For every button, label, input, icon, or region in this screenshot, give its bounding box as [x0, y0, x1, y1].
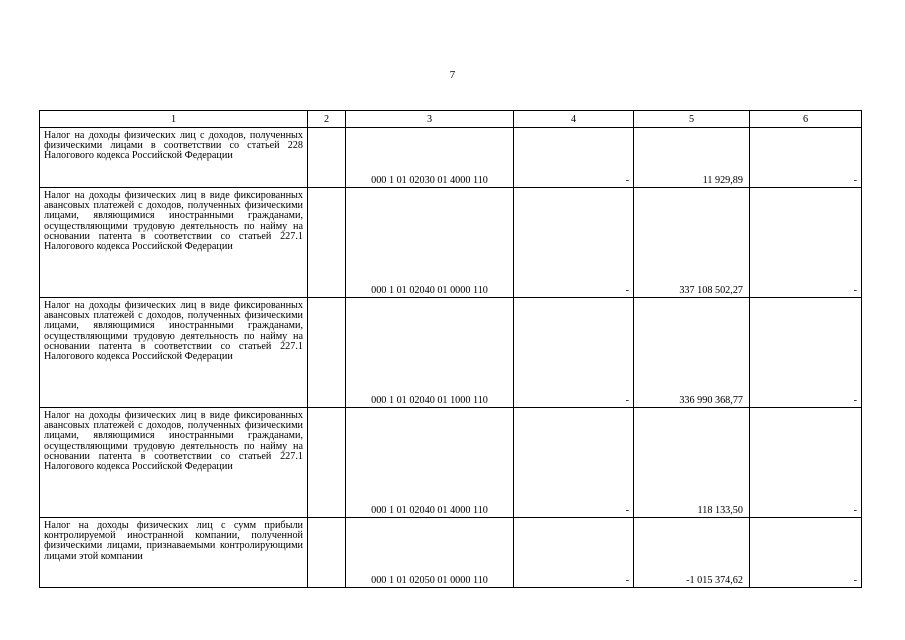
cell-col6: - [750, 188, 862, 298]
row-description: Налог на доходы физических лиц в виде фиксированных авансовых платежей с доходов, полученных физическими лицами, являющимися иностранными гражданами, осуществляющими трудовую деятельность по найму на основании патента в соответствии со статьей 227.1 Налогового кодекса Российской Федерации [40, 188, 308, 298]
cell-col4: - [514, 128, 634, 188]
budget-code: 000 1 01 02040 01 4000 110 [346, 408, 514, 518]
cell-col6: - [750, 128, 862, 188]
table-row [40, 298, 862, 408]
cell-col6: - [750, 518, 862, 588]
table-row [40, 188, 862, 298]
amount: 336 990 368,77 [634, 298, 750, 408]
cell-col6: - [750, 298, 862, 408]
row-description: Налог на доходы физических лиц в виде фиксированных авансовых платежей с доходов, полученных физическими лицами, являющимися иностранными гражданами, осуществляющими трудовую деятельность по найму на основании патента в соответствии со статьей 227.1 Налогового кодекса Российской Федерации [40, 408, 308, 518]
budget-code: 000 1 01 02040 01 1000 110 [346, 298, 514, 408]
table-row [40, 518, 862, 588]
budget-code: 000 1 01 02040 01 0000 110 [346, 188, 514, 298]
cell-col4: - [514, 298, 634, 408]
budget-code: 000 1 01 02050 01 0000 110 [346, 518, 514, 588]
page-number: 7 [449, 69, 456, 81]
cell-col4: - [514, 188, 634, 298]
amount: 11 929,89 [634, 128, 750, 188]
amount: -1 015 374,62 [634, 518, 750, 588]
table-row [40, 128, 862, 188]
column-header: 1 [40, 111, 308, 128]
cell-col4: - [514, 408, 634, 518]
cell-col6: - [750, 408, 862, 518]
cell-col2 [308, 128, 346, 188]
header-row [40, 111, 862, 128]
cell-col2 [308, 518, 346, 588]
column-header: 4 [514, 111, 634, 128]
cell-col2 [308, 408, 346, 518]
row-description: Налог на доходы физических лиц в виде фиксированных авансовых платежей с доходов, полученных физическими лицами, являющимися иностранными гражданами, осуществляющими трудовую деятельность по найму на основании патента в соответствии со статьей 227.1 Налогового кодекса Российской Федерации [40, 298, 308, 408]
column-header: 6 [750, 111, 862, 128]
column-header: 2 [308, 111, 346, 128]
amount: 337 108 502,27 [634, 188, 750, 298]
budget-code: 000 1 01 02030 01 4000 110 [346, 128, 514, 188]
row-description: Налог на доходы физических лиц с сумм прибыли контролируемой иностранной компании, полученной физическими лицами, признаваемыми контролирующими лицами этой компании [40, 518, 308, 588]
cell-col2 [308, 298, 346, 408]
column-header: 3 [346, 111, 514, 128]
amount: 118 133,50 [634, 408, 750, 518]
column-header: 5 [634, 111, 750, 128]
cell-col2 [308, 188, 346, 298]
cell-col4: - [514, 518, 634, 588]
row-description: Налог на доходы физических лиц с доходов, полученных физическими лицами в соответствии со статьей 228 Налогового кодекса Российской Федерации [40, 128, 308, 188]
budget-table [39, 110, 862, 588]
table-row [40, 408, 862, 518]
